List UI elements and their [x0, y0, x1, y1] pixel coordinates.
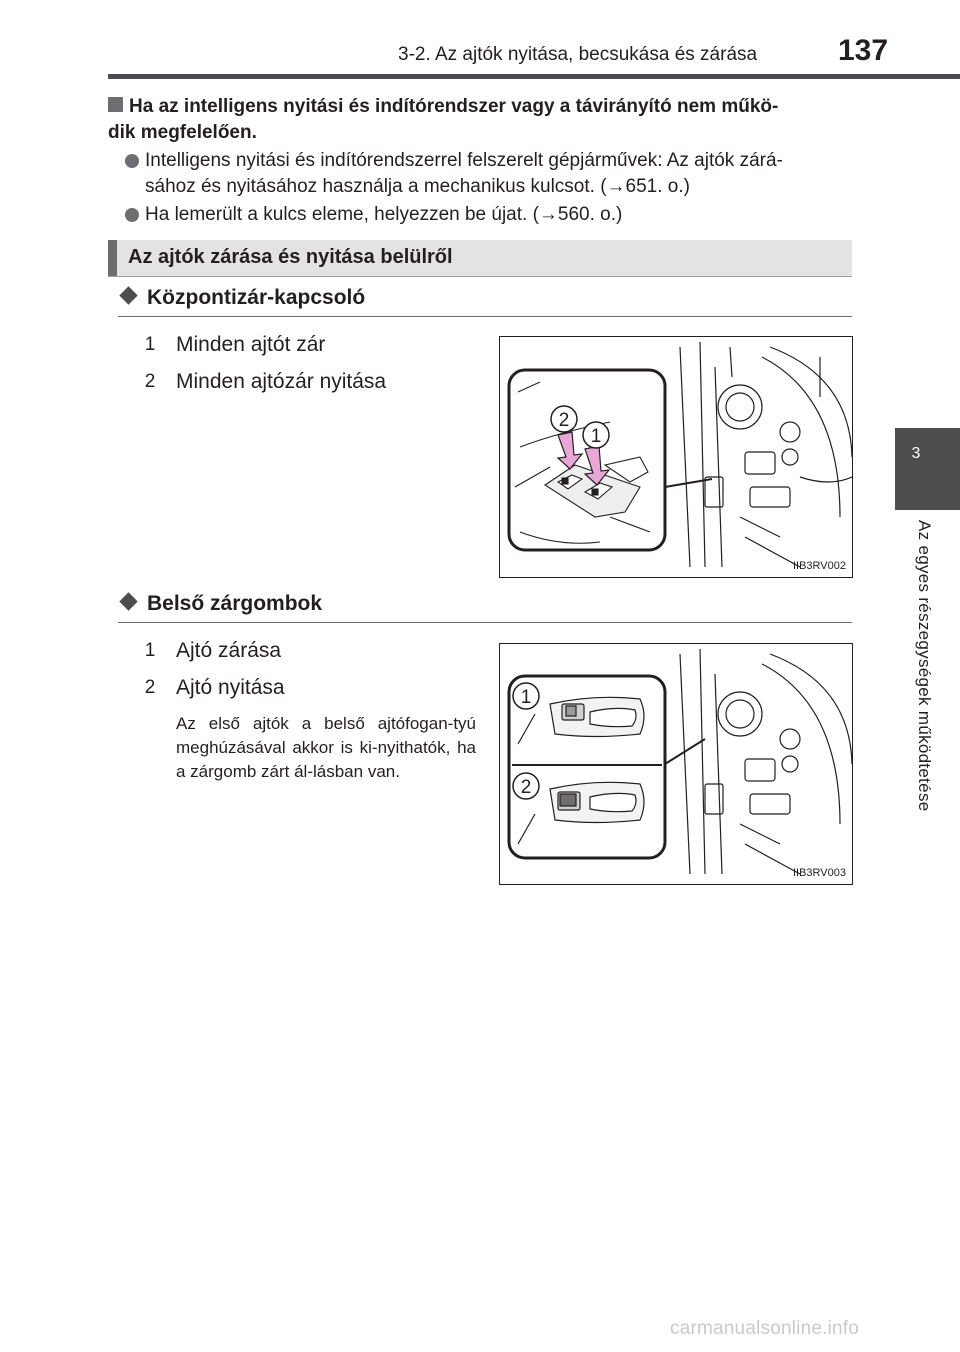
- diamond-icon: [119, 592, 137, 610]
- item-text: Minden ajtózár nyitása: [176, 370, 387, 393]
- figure-inside-lock-buttons: [499, 643, 853, 885]
- page-number: 137: [838, 34, 889, 67]
- subsection-rule: [118, 316, 852, 317]
- chapter-tab: [895, 428, 960, 510]
- running-header: 3-2. Az ajtók nyitása, becsukása és zárása: [398, 44, 758, 65]
- car-interior-illustration: [500, 337, 852, 577]
- bullet-dot-icon: [125, 154, 139, 168]
- square-bullet-icon: [108, 97, 123, 112]
- item-number: 2: [144, 371, 156, 392]
- item-number: 1: [144, 334, 156, 355]
- item-text: Ajtó zárása: [176, 639, 282, 662]
- callout-2: 2: [558, 410, 570, 431]
- callout-1: 1: [590, 426, 602, 447]
- section-heading-bar: [108, 240, 852, 277]
- section-heading: Az ajtók zárása és nyitása belülről: [128, 246, 453, 268]
- subsection-rule: [118, 622, 852, 623]
- figure-code: IIB3RV003: [792, 867, 846, 879]
- diamond-icon: [119, 286, 137, 304]
- figure-code: IIB3RV002: [792, 560, 846, 572]
- body-paragraph: Az első ajtók a belső ajtófogan-tyú meghúzásával akkor is ki-nyithatók, ha a zárgomb zárt ál-lásban van.: [176, 714, 476, 781]
- watermark: carmanualsonline.info: [670, 1318, 860, 1339]
- figure-central-lock-switch: [499, 336, 853, 578]
- note-title-line1: Ha az intelligens nyitási és indítórendszer vagy a távirányító nem műkö-: [129, 96, 779, 117]
- chapter-title: Az egyes részegységek működtetése: [915, 520, 934, 812]
- note-bullet-1: Intelligens nyitási és indítórendszerrel felszerelt gépjárművek: Az ajtók zárá- sához és nyitásához használja a mechanikus kulcsot. (→651. o.): [145, 148, 860, 200]
- door-interior-illustration: [500, 644, 852, 884]
- item-number: 1: [144, 640, 156, 661]
- bullet-dot-icon: [125, 208, 139, 222]
- note-title: [108, 94, 858, 146]
- chapter-number: 3: [911, 445, 921, 462]
- note-title-line2: dik megfelelően.: [108, 122, 257, 143]
- item-text: Ajtó nyitása: [176, 676, 285, 699]
- callout-1: 1: [520, 687, 532, 708]
- subsection-title-2: Belső zárgombok: [118, 592, 322, 616]
- note-bullet-2: Ha lemerült a kulcs eleme, helyezzen be újat. (→560. o.): [145, 202, 860, 228]
- subsection-title-1: Központizár-kapcsoló: [118, 286, 365, 310]
- callout-2: 2: [520, 777, 532, 798]
- header-rule: [108, 74, 960, 79]
- item-text: Minden ajtót zár: [176, 333, 326, 356]
- item-number: 2: [144, 677, 156, 698]
